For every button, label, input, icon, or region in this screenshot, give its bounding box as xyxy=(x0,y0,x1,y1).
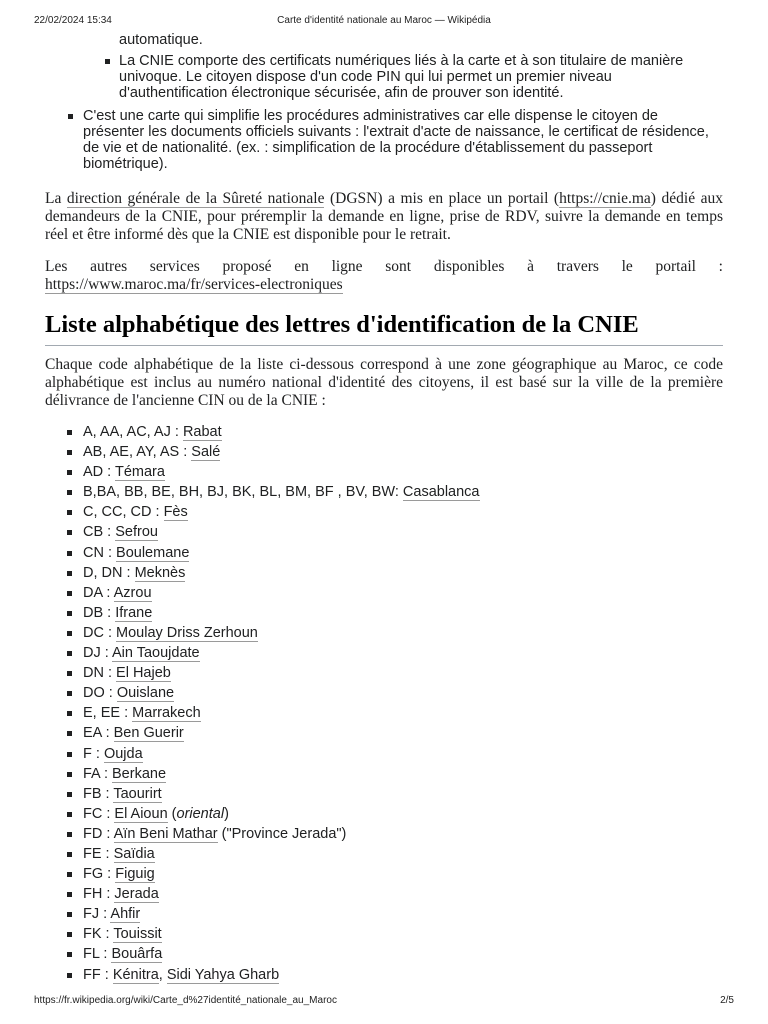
city-link[interactable]: Ifrane xyxy=(115,604,153,621)
city-link[interactable]: Saïdia xyxy=(113,845,155,862)
separator: , xyxy=(158,966,167,983)
code-letters: DA : xyxy=(83,584,114,601)
code-letters: FE : xyxy=(83,845,114,862)
code-list-item xyxy=(83,544,723,564)
city-link[interactable]: Ahfir xyxy=(110,906,141,923)
note-text: ( xyxy=(167,805,177,822)
city-link[interactable]: Ain Taoujdate xyxy=(112,645,200,662)
code-list-item xyxy=(83,584,723,604)
code-letters: FD : xyxy=(83,825,114,842)
city-link[interactable]: Kénitra xyxy=(112,966,159,983)
code-list-item xyxy=(83,745,723,765)
code-letters: FL : xyxy=(83,946,112,963)
text-fragment: automatique. xyxy=(119,32,203,48)
code-letters: FG : xyxy=(83,866,116,883)
code-list-item xyxy=(83,885,723,905)
code-letters: FA : xyxy=(83,765,113,782)
code-list-item xyxy=(83,503,723,523)
code-list-item xyxy=(83,664,723,684)
print-header xyxy=(0,15,768,29)
note-italic: oriental xyxy=(176,805,225,822)
code-letters: F : xyxy=(83,745,104,762)
code-letters: FJ : xyxy=(83,906,111,923)
city-link[interactable]: Sefrou xyxy=(115,524,158,541)
code-letters: DC : xyxy=(83,624,117,641)
code-letters: FC : xyxy=(83,805,115,822)
city-link[interactable]: Azrou xyxy=(113,584,152,601)
code-list xyxy=(83,423,723,986)
code-list-item xyxy=(83,825,723,845)
city-link[interactable]: Touissit xyxy=(113,926,162,943)
city-link[interactable]: Aïn Beni Mathar xyxy=(113,825,218,842)
code-list-item xyxy=(83,966,723,986)
code-letters: FK : xyxy=(83,926,114,943)
code-list-item xyxy=(83,765,723,785)
code-list-item xyxy=(83,463,723,483)
list-item: La CNIE comporte des certificats numériques liés à la carte et à son titulaire de manière univoque. Le citoyen dispose d'un code PIN qui lui permet un premier niveau d'authentification électronique sécurisée, afin de prouver son identité. xyxy=(119,53,719,101)
section-intro: Chaque code alphabétique de la liste ci-dessous correspond à une zone géographique au Maroc, ce code alphabétique est inclus au numéro national d'identité des citoyens, il est basé sur la ville de la première délivrance de l'ancienne CIN ou de la CNIE : xyxy=(45,356,723,409)
city-link[interactable]: Marrakech xyxy=(132,705,201,722)
city-link[interactable]: Ben Guerir xyxy=(113,725,184,742)
code-letters: FH : xyxy=(83,886,115,903)
note-text: ("Province Jerada") xyxy=(217,825,347,842)
city-link[interactable]: El Aioun xyxy=(114,805,168,822)
code-letters: AB, AE, AY, AS : xyxy=(83,444,192,461)
print-footer xyxy=(0,995,768,1009)
code-list-item xyxy=(83,604,723,624)
services-paragraph xyxy=(45,258,723,276)
city-link[interactable]: Fès xyxy=(163,504,188,521)
outer-list xyxy=(83,108,723,172)
code-letters: CN : xyxy=(83,544,117,561)
code-list-item xyxy=(83,845,723,865)
services-link-line xyxy=(45,276,723,294)
city-link[interactable]: Moulay Driss Zerhoun xyxy=(116,624,258,641)
city-link[interactable]: Casablanca xyxy=(402,484,480,501)
code-list-item xyxy=(83,865,723,885)
code-letters: C, CC, CD : xyxy=(83,504,164,521)
code-list-item xyxy=(83,724,723,744)
code-letters: E, EE : xyxy=(83,705,133,722)
code-list-item xyxy=(83,785,723,805)
dgsn-paragraph xyxy=(45,190,723,244)
city-link[interactable]: Rabat xyxy=(182,424,222,440)
city-link[interactable]: Boulemane xyxy=(116,544,190,561)
code-letters: AD : xyxy=(83,464,115,481)
page-number: 2/5 xyxy=(720,995,734,1006)
code-list-item xyxy=(83,925,723,945)
city-link[interactable]: Meknès xyxy=(134,564,186,581)
city-link[interactable]: Berkane xyxy=(112,765,167,782)
services-portal-link[interactable]: https://www.maroc.ma/fr/services-electroniques xyxy=(45,276,343,293)
print-date: 22/02/2024 15:34 xyxy=(34,15,112,26)
city-link[interactable]: Figuig xyxy=(115,866,155,883)
code-letters: FF : xyxy=(83,966,113,983)
nested-list xyxy=(119,53,719,101)
code-list-item xyxy=(83,945,723,965)
code-letters: EA : xyxy=(83,725,114,742)
text-run: Les autres services proposé en ligne sont disponibles à travers le portail : xyxy=(45,258,723,275)
code-list-item xyxy=(83,905,723,925)
city-link[interactable]: Jerada xyxy=(114,886,159,903)
code-letters: A, AA, AC, AJ : xyxy=(83,424,183,440)
code-list-item xyxy=(83,423,723,443)
text-run: La xyxy=(45,190,67,207)
city-link[interactable]: Salé xyxy=(191,444,221,461)
list-item: C'est une carte qui simplifie les procédures administratives car elle dispense le citoyen de présenter les documents officiels suivants : l'extrait d'acte de naissance, le certificat de résidence, de vie et de nationalité. (ex. : simplification de la procédure d'établissement du passeport biométrique). xyxy=(83,108,723,172)
code-letters: DN : xyxy=(83,665,117,682)
text-run: (DGSN) a mis en place un portail ( xyxy=(324,190,560,207)
note-text: ) xyxy=(224,805,229,822)
code-list-item xyxy=(83,684,723,704)
print-title: Carte d'identité nationale au Maroc — Wikipédia xyxy=(277,15,491,26)
city-link[interactable]: Bouârfa xyxy=(111,946,163,963)
city-link[interactable]: Oujda xyxy=(103,745,143,762)
code-letters: B,BA, BB, BE, BH, BJ, BK, BL, BM, BF , BV, BW: xyxy=(83,484,403,501)
city-link[interactable]: Ouislane xyxy=(116,685,175,702)
code-letters: D, DN : xyxy=(83,564,135,581)
code-letters: DJ : xyxy=(83,645,113,662)
code-list-item xyxy=(83,483,723,503)
city-link[interactable]: Sidi Yahya Gharb xyxy=(166,966,280,983)
code-list-item xyxy=(83,564,723,584)
city-link[interactable]: Taourirt xyxy=(113,785,162,802)
code-letters: DO : xyxy=(83,685,117,702)
code-list-item xyxy=(83,644,723,664)
section-heading: Liste alphabétique des lettres d'identification de la CNIE xyxy=(45,309,723,346)
code-list-item xyxy=(83,624,723,644)
code-list-item xyxy=(83,805,723,825)
code-list-item xyxy=(83,523,723,543)
city-link[interactable]: El Hajeb xyxy=(116,665,171,682)
cnie-portal-link[interactable]: https://cnie.ma xyxy=(559,190,651,207)
dgsn-link[interactable]: direction générale de la Sûreté nationale xyxy=(66,190,325,207)
code-list-item xyxy=(83,704,723,724)
code-letters: FB : xyxy=(83,785,114,802)
code-list-item xyxy=(83,443,723,463)
code-letters: DB : xyxy=(83,604,116,621)
code-letters: CB : xyxy=(83,524,116,541)
city-link[interactable]: Témara xyxy=(114,464,165,481)
page-url: https://fr.wikipedia.org/wiki/Carte_d%27identité_nationale_au_Maroc xyxy=(34,995,337,1006)
text-run: ) dédié aux demandeurs de la CNIE, pour préremplir la demande en ligne, prise de RDV, suivre la demande en temps réel et être informé dès que la CNIE est disponible pour le retrait. xyxy=(45,190,723,243)
